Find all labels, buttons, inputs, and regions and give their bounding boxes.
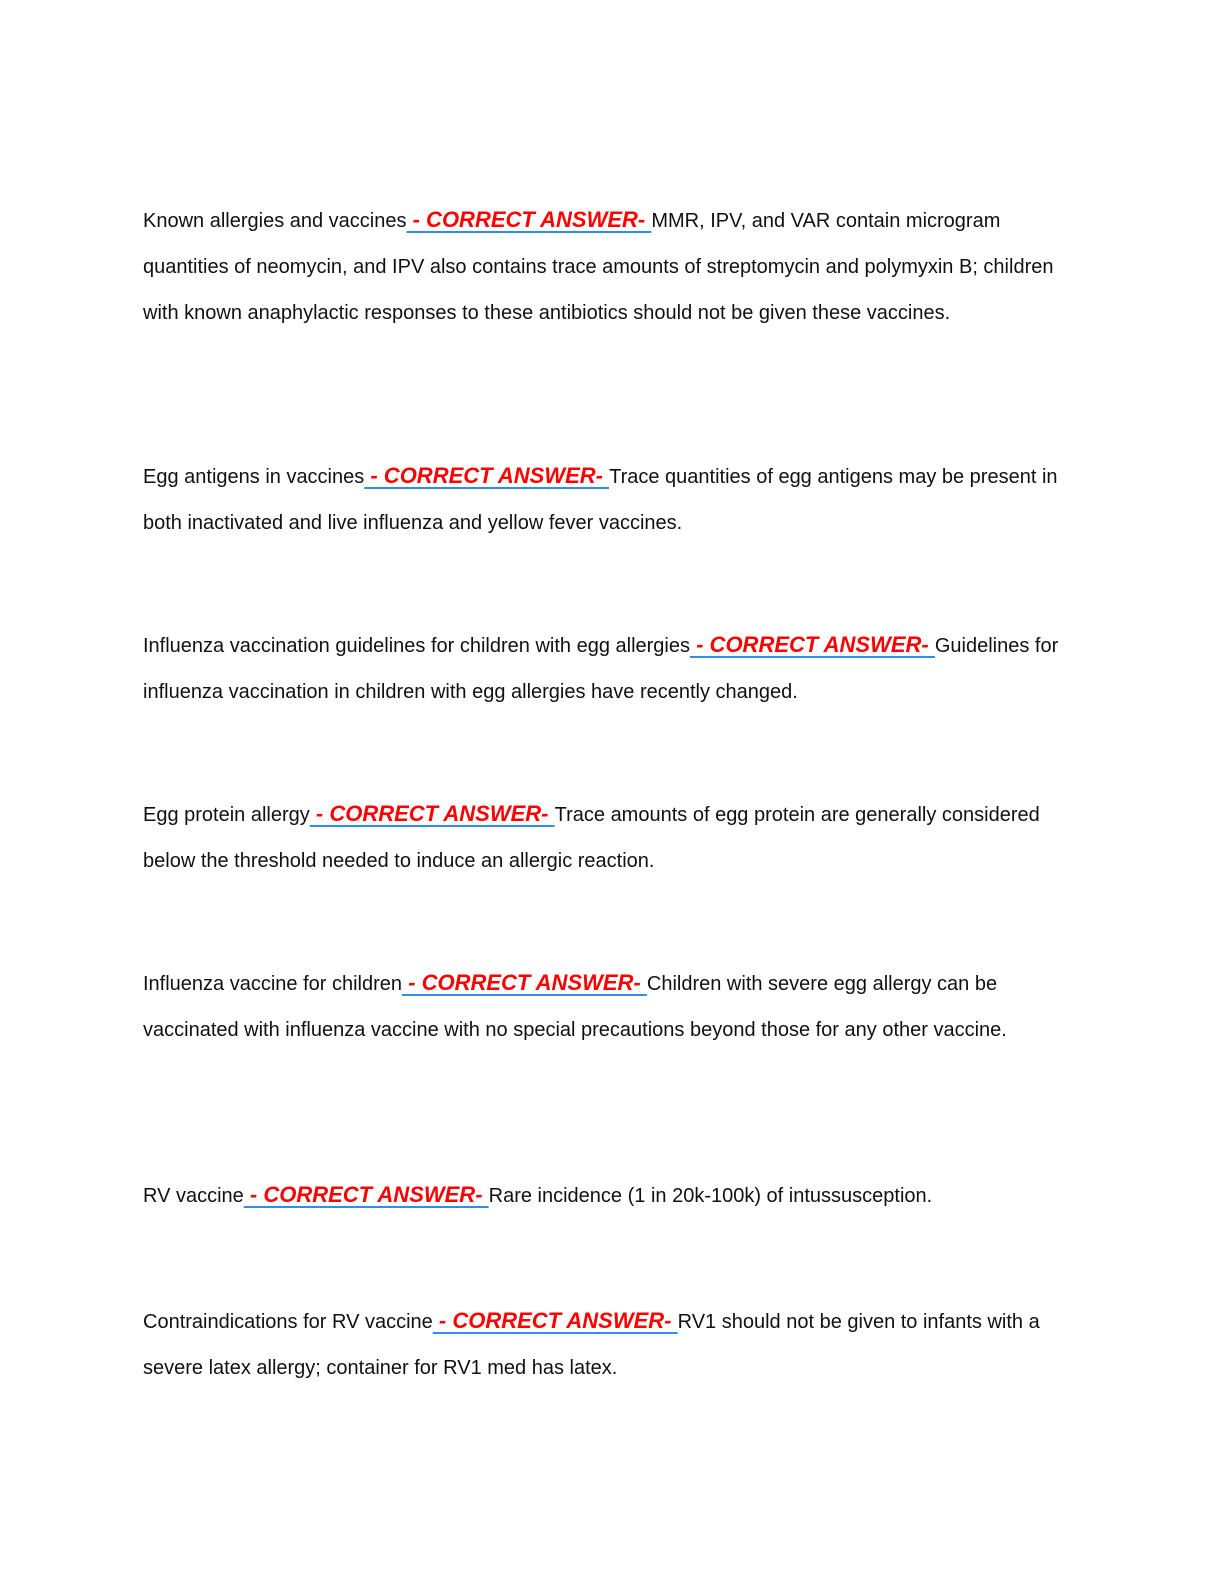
qa-entry	[143, 622, 1083, 715]
entry-answer: RV1 should not be given to infants with a severe latex allergy; container for RV1 med has latex.	[143, 1311, 1040, 1379]
entry-answer: Children with severe egg allergy can be vaccinated with influenza vaccine with no special precautions beyond those for any other vaccine.	[143, 973, 1007, 1041]
entry-term: Influenza vaccination guidelines for children with egg allergies	[143, 635, 690, 657]
qa-entry	[143, 1172, 1083, 1219]
correct-answer-marker: - CORRECT ANSWER-	[309, 801, 555, 826]
qa-entry	[143, 960, 1083, 1053]
correct-answer-marker: - CORRECT ANSWER-	[402, 970, 647, 995]
entry-term: RV vaccine	[143, 1185, 244, 1207]
qa-entry	[143, 197, 1083, 336]
qa-entry	[143, 453, 1083, 546]
entry-answer: Trace amounts of egg protein are generally considered below the threshold needed to induce an allergic reaction.	[143, 804, 1040, 872]
correct-answer-marker: - CORRECT ANSWER-	[690, 632, 935, 657]
correct-answer-marker: - CORRECT ANSWER-	[364, 463, 610, 488]
entry-answer: Rare incidence (1 in 20k-100k) of intussusception.	[488, 1185, 933, 1207]
entry-term: Egg antigens in vaccines	[143, 466, 365, 488]
entry-answer: MMR, IPV, and VAR contain microgram quantities of neomycin, and IPV also contains trace amounts of streptomycin and polymyxin B; children with known anaphylactic responses to these antibiotics should not be given these vaccines.	[143, 210, 1054, 324]
entry-term: Contraindications for RV vaccine	[143, 1311, 433, 1333]
correct-answer-marker: - CORRECT ANSWER-	[243, 1182, 489, 1207]
entry-term: Known allergies and vaccines	[143, 210, 407, 232]
qa-entry	[143, 1298, 1083, 1391]
entry-term: Egg protein allergy	[143, 804, 310, 826]
entry-answer: Guidelines for influenza vaccination in children with egg allergies have recently changed.	[143, 635, 1059, 703]
qa-entry	[143, 791, 1083, 884]
entry-term: Influenza vaccine for children	[143, 973, 403, 995]
entry-answer: Trace quantities of egg antigens may be present in both inactivated and live influenza and yellow fever vaccines.	[143, 466, 1058, 534]
correct-answer-marker: - CORRECT ANSWER-	[432, 1308, 678, 1333]
correct-answer-marker: - CORRECT ANSWER-	[406, 207, 652, 232]
